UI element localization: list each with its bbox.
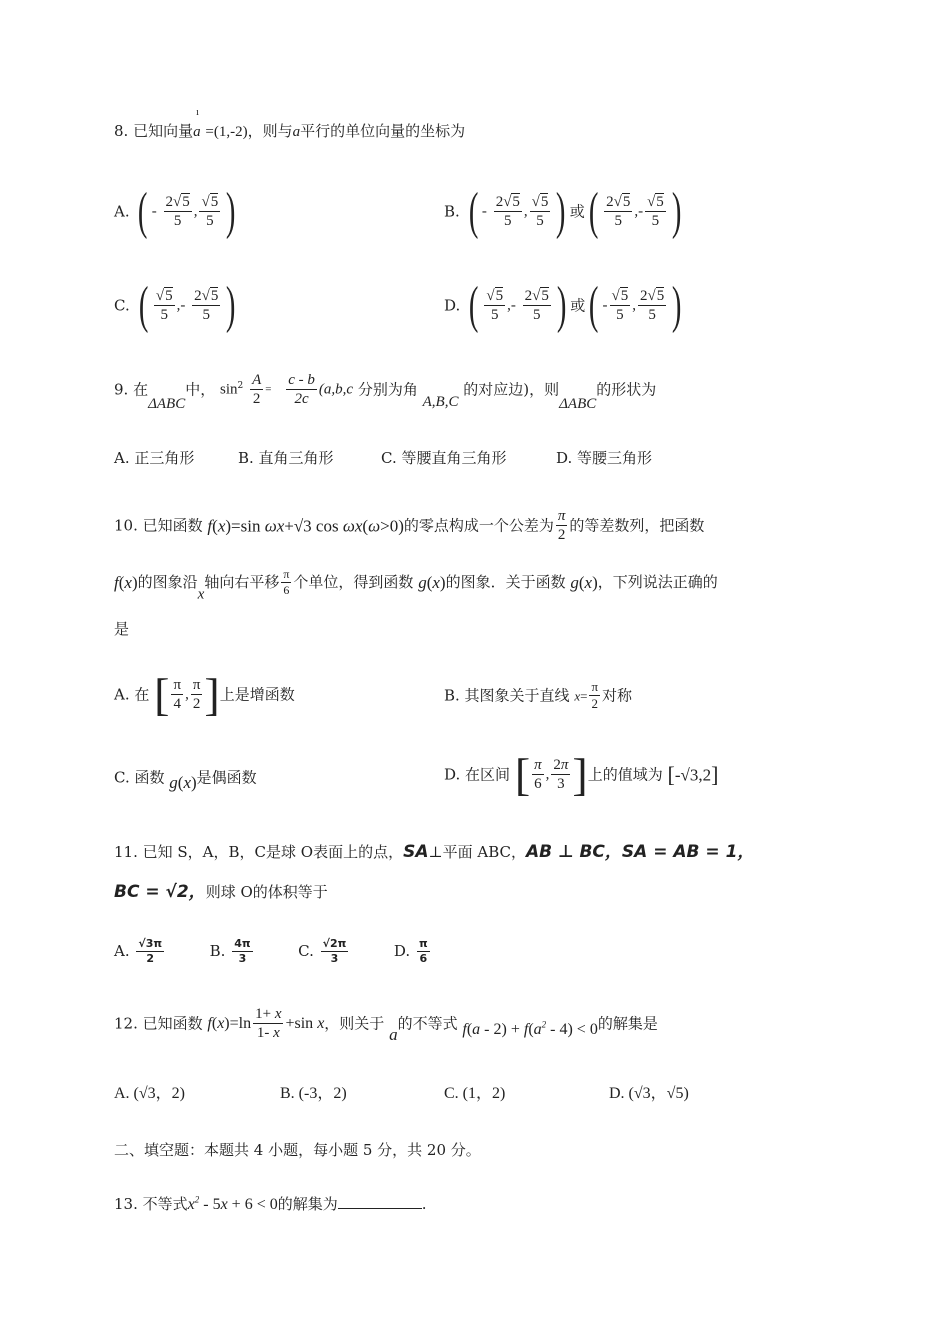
q11-stem-line1: 11. 已知 S，A，B，C是球 O表面上的点，SA⊥平面 ABC，AB ⊥ BC，SA = AB = 1，	[114, 842, 755, 862]
q12-option-b: B. (-3，2)	[280, 1085, 347, 1102]
q11-options: A. $\frac{√3\pi}{2}$ B. $\frac{4\pi}{3}$ C. $\frac{√2\pi}{3}$ D. $\frac{\pi}{6}$	[114, 937, 428, 965]
vector-a: ı a	[193, 107, 201, 140]
answer-blank[interactable]	[338, 1194, 422, 1209]
q9-option-d: D. 等腰三角形	[556, 449, 653, 467]
vector-a-ref: a	[292, 124, 301, 140]
q12-option-d: D. (√3，√5)	[609, 1085, 689, 1102]
triangle-abc: ΔABC	[148, 396, 186, 413]
q8-stem-mid: ，则与	[247, 122, 293, 140]
q11-stem-line2: BC = √2，则球 O的体积等于	[114, 882, 328, 902]
q10-option-a: A. 在 [ $\frac{\pi}{4}$ , $\frac{\pi}{2}$ ]上是增函数	[114, 669, 295, 720]
q10-option-c: C. 函数 g(x)是偶函数	[114, 768, 257, 792]
q10-option-b: B. 其图象关于直线 x= $\frac{\pi}{2}$ 对称	[444, 679, 633, 711]
q8-stem-prefix: 8. 已知向量	[114, 122, 194, 140]
q12-option-c: C. (1，2)	[444, 1085, 506, 1102]
q8-option-a: A. ( - $\frac{2√5}{5}$ , $\frac{√5}{5}$ )	[114, 183, 236, 240]
q10-stem-line2: f(x)的图象沿x轴向右平移 $\frac{\pi}{6}$ 个单位，得到函数 g(x)的图象．关于函数 g(x)，下列说法正确的	[114, 567, 718, 603]
right-paren: )	[226, 183, 236, 240]
q9-option-a: A. 正三角形	[114, 449, 195, 467]
q10-stem-line3: 是	[114, 620, 130, 638]
q8-stem	[114, 107, 466, 140]
q10-stem-line1: 10. 已知函数 f(x)=sin ωx+√3 cos ωx(ω>0)的零点构成一个公差为 $\frac{\pi}{2}$ 的等差数列，把函数	[114, 508, 705, 544]
q8-stem-suffix: 平行的单位向量的坐标为	[300, 122, 466, 140]
q9-option-b: B. 直角三角形	[238, 449, 334, 467]
function-f: f(x)=sin ωx+√3 cos ωx(ω>0)	[207, 516, 404, 536]
vector-value: =(1,-2)	[205, 124, 248, 140]
q10-option-d: D. 在区间 [ $\frac{\pi}{6}$ , $\frac{2\pi}{3}$ ]上的值域为 [-√3,2]	[444, 749, 719, 800]
left-paren: (	[138, 183, 148, 240]
fraction: $\frac{√5}{5}$	[201, 193, 219, 230]
section-heading: 二、填空题：本题共 4 小题，每小题 5 分，共 20 分。	[114, 1141, 481, 1159]
q12-stem: 12. 已知函数 f(x)=ln $\frac{1+ x}{1- x}$ +sin x，则关于 a的不等式 $f(a - 2) + f(a^2 - 4) < 0$的解集是	[114, 1006, 658, 1045]
q8-option-d: D. ( $\frac{√5}{5}$ ,- $\frac{2√5}{5}$ ) 或( - $\frac{√5}{5}$ , $\frac{2√5}{5}$ )	[444, 277, 682, 334]
q12-option-a: A. (√3，2)	[114, 1085, 185, 1102]
q9-option-c: C. 等腰直角三角形	[381, 449, 507, 467]
q8-option-c: C. ( $\frac{√5}{5}$ ,- $\frac{2√5}{5}$ )	[114, 277, 236, 334]
q9-stem: 9. 在ΔABC中， $\sin^2$ $\frac{A}{2}$ = $\frac{c - b}{2c}$ (a,b,c 分别为角 A,B,C 的对应边)，则ΔABC的形状为	[114, 372, 657, 413]
q8-option-b: B. ( - $\frac{2√5}{5}$ , $\frac{√5}{5}$ ) 或( $\frac{2√5}{5}$ ,- $\frac{√5}{5}$ )	[444, 183, 682, 240]
q13-stem: 13. 不等式$x^2 - 5x + 6 < 0$的解集为 .	[114, 1194, 427, 1213]
fraction: $\frac{2√5}{5}$	[165, 193, 190, 230]
